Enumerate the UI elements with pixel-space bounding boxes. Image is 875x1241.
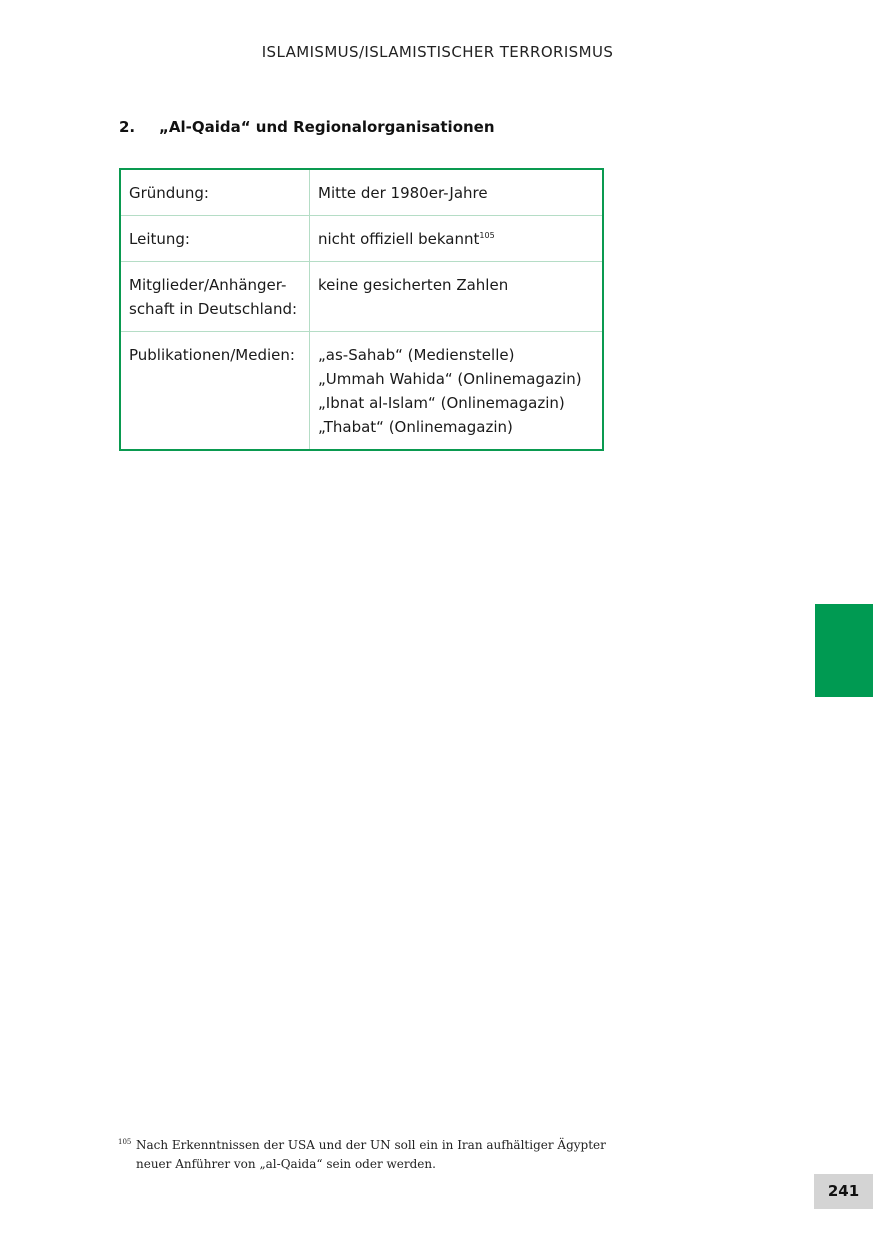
- row-value: Mitte der 1980er-Jahre: [310, 169, 604, 216]
- page-number: 241: [814, 1174, 873, 1209]
- row-label: Leitung:: [120, 216, 310, 262]
- table-row: [120, 262, 603, 332]
- row-label: Publikationen/Medien:: [120, 332, 310, 451]
- table-row: [120, 216, 603, 262]
- publication-item: „as-Sahab“ (Medienstelle): [318, 346, 515, 364]
- organization-info-table: [119, 168, 604, 451]
- chapter-tab-marker: [815, 604, 873, 697]
- row-label: [120, 262, 310, 332]
- row-label-line: schaft in Deutschland:: [129, 300, 298, 318]
- row-value-list: [310, 332, 604, 451]
- row-label: Gründung:: [120, 169, 310, 216]
- footnote-marker: 105: [118, 1138, 132, 1146]
- table-row: [120, 332, 603, 451]
- running-header: ISLAMISMUS/ISLAMISTISCHER TERRORISMUS: [261, 43, 614, 61]
- publication-item: „Ibnat al-Islam“ (Onlinemagazin): [318, 394, 565, 412]
- section-title: „Al-Qaida“ und Regionalorganisationen: [159, 118, 495, 136]
- section-number: 2.: [119, 118, 136, 136]
- row-value-text: nicht offiziell bekannt: [318, 230, 480, 248]
- section-heading: [119, 118, 495, 136]
- footnote-reference[interactable]: 105: [479, 231, 495, 240]
- footnote-text: Nach Erkenntnissen der USA und der UN soll ein in Iran aufhältiger Ägypter neuer Anführer von „al-Qaida“ sein oder werden.: [136, 1138, 606, 1171]
- table-row: [120, 169, 603, 216]
- publication-item: „Ummah Wahida“ (Onlinemagazin): [318, 370, 582, 388]
- row-label-line: Mitglieder/Anhänger-: [129, 276, 287, 294]
- row-value: keine gesicherten Zahlen: [310, 262, 604, 332]
- footnote: [118, 1136, 638, 1174]
- publication-item: „Thabat“ (Onlinemagazin): [318, 418, 513, 436]
- row-value: [310, 216, 604, 262]
